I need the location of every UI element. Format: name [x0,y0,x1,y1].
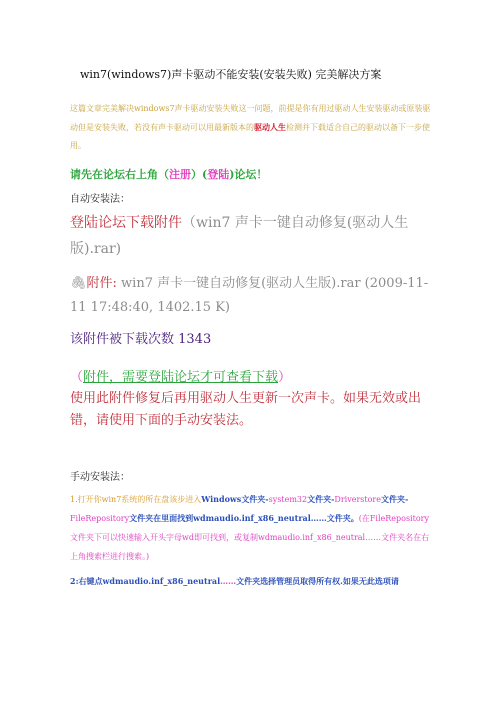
intro-text-before: 这篇文章完美解决windows7声卡驱动安装失败这一问题，前提是你有用过驱动人生安装驱动或原装驱动但是安装失败，若没有声卡驱动可以用最新版本的 [70,104,431,132]
step1-driverstore: Driverstore [334,495,381,504]
notice-before: 请先在论坛右上角（ [70,168,169,181]
step1-hint: (在FileRepository文件夹下可以快速输入开头字母wd即可找到，或复制wdmaudio.inf_x86_neutral……文件夹名在右上角搜索栏进行搜索。) [70,514,430,561]
intro-text-after: 检测并下载适合自己的驱动以备下一步使用。 [70,123,430,150]
download-line-gray: （win7 声卡一键自动修复(驱动人生版).rar) [70,215,409,257]
attachment-line [70,272,432,320]
download-line [70,210,432,262]
attachment-label: 附件: [86,276,117,291]
notice2-after: ） [278,370,292,385]
login-link[interactable]: 登陆 [207,168,230,181]
login-notice [70,166,267,182]
auto-install-heading: 自动安装法： [70,194,130,205]
step1-text-5: 文件夹在里面找到 [129,513,194,523]
step1-system32: system32 [268,495,308,504]
notice-after: )论坛！ [229,168,268,181]
step2-text-1: 2:右键点wdmaudio.inf_x86_neutral [70,576,221,586]
step1-text-3: 文件夹- [307,494,335,504]
notice-mid: ）( [191,168,208,181]
step2-ellipsis: …… [220,576,237,586]
attachment-login-link[interactable]: 附件，需要登陆论坛才可查看下载 [83,370,279,385]
intro-highlight: 驱动人生 [254,122,286,132]
page-title: win7(windows7)声卡驱动不能安装(安装失败) 完美解决方案 [80,68,382,81]
register-link[interactable]: 注册 [169,168,191,181]
step1-text-6: ……文件夹。 [310,513,359,523]
step-1 [70,490,432,566]
download-count: 该附件被下载次数 1343 [70,332,212,347]
attachment-file-link[interactable]: win7 声卡一键自动修复(驱动人生版).rar (2009-11-11 17:48:40, 1402.15 K) [70,276,429,315]
step2-text-2: 文件夹选择管理员取得所有权.如果无此选项请 [236,576,399,586]
paperclip-icon: 🖇 [70,276,87,291]
intro-paragraph [70,100,432,155]
step1-filerepository: FileRepository [70,514,130,523]
manual-install-heading: 手动安装法： [70,472,130,483]
notice2-before: （ [70,370,84,385]
fix-instruction: 使用此附件修复后再用驱动人生更新一次声卡。如果无效或出错，请使用下面的手动安装法。 [70,391,422,428]
step1-text-4: 文件夹- [381,494,409,504]
step1-text-1: 1.打开你win7系统的所在盘该步进入 [70,495,202,504]
step1-wdmaudio: wdmaudio.inf_x86_neutral [193,513,311,523]
step-2 [70,572,432,591]
download-line-red: 登陆论坛下载附件 [70,215,182,231]
step1-windows: Windows [201,494,242,504]
step1-text-2: 文件夹- [241,494,269,504]
attachment-notice [70,366,291,385]
